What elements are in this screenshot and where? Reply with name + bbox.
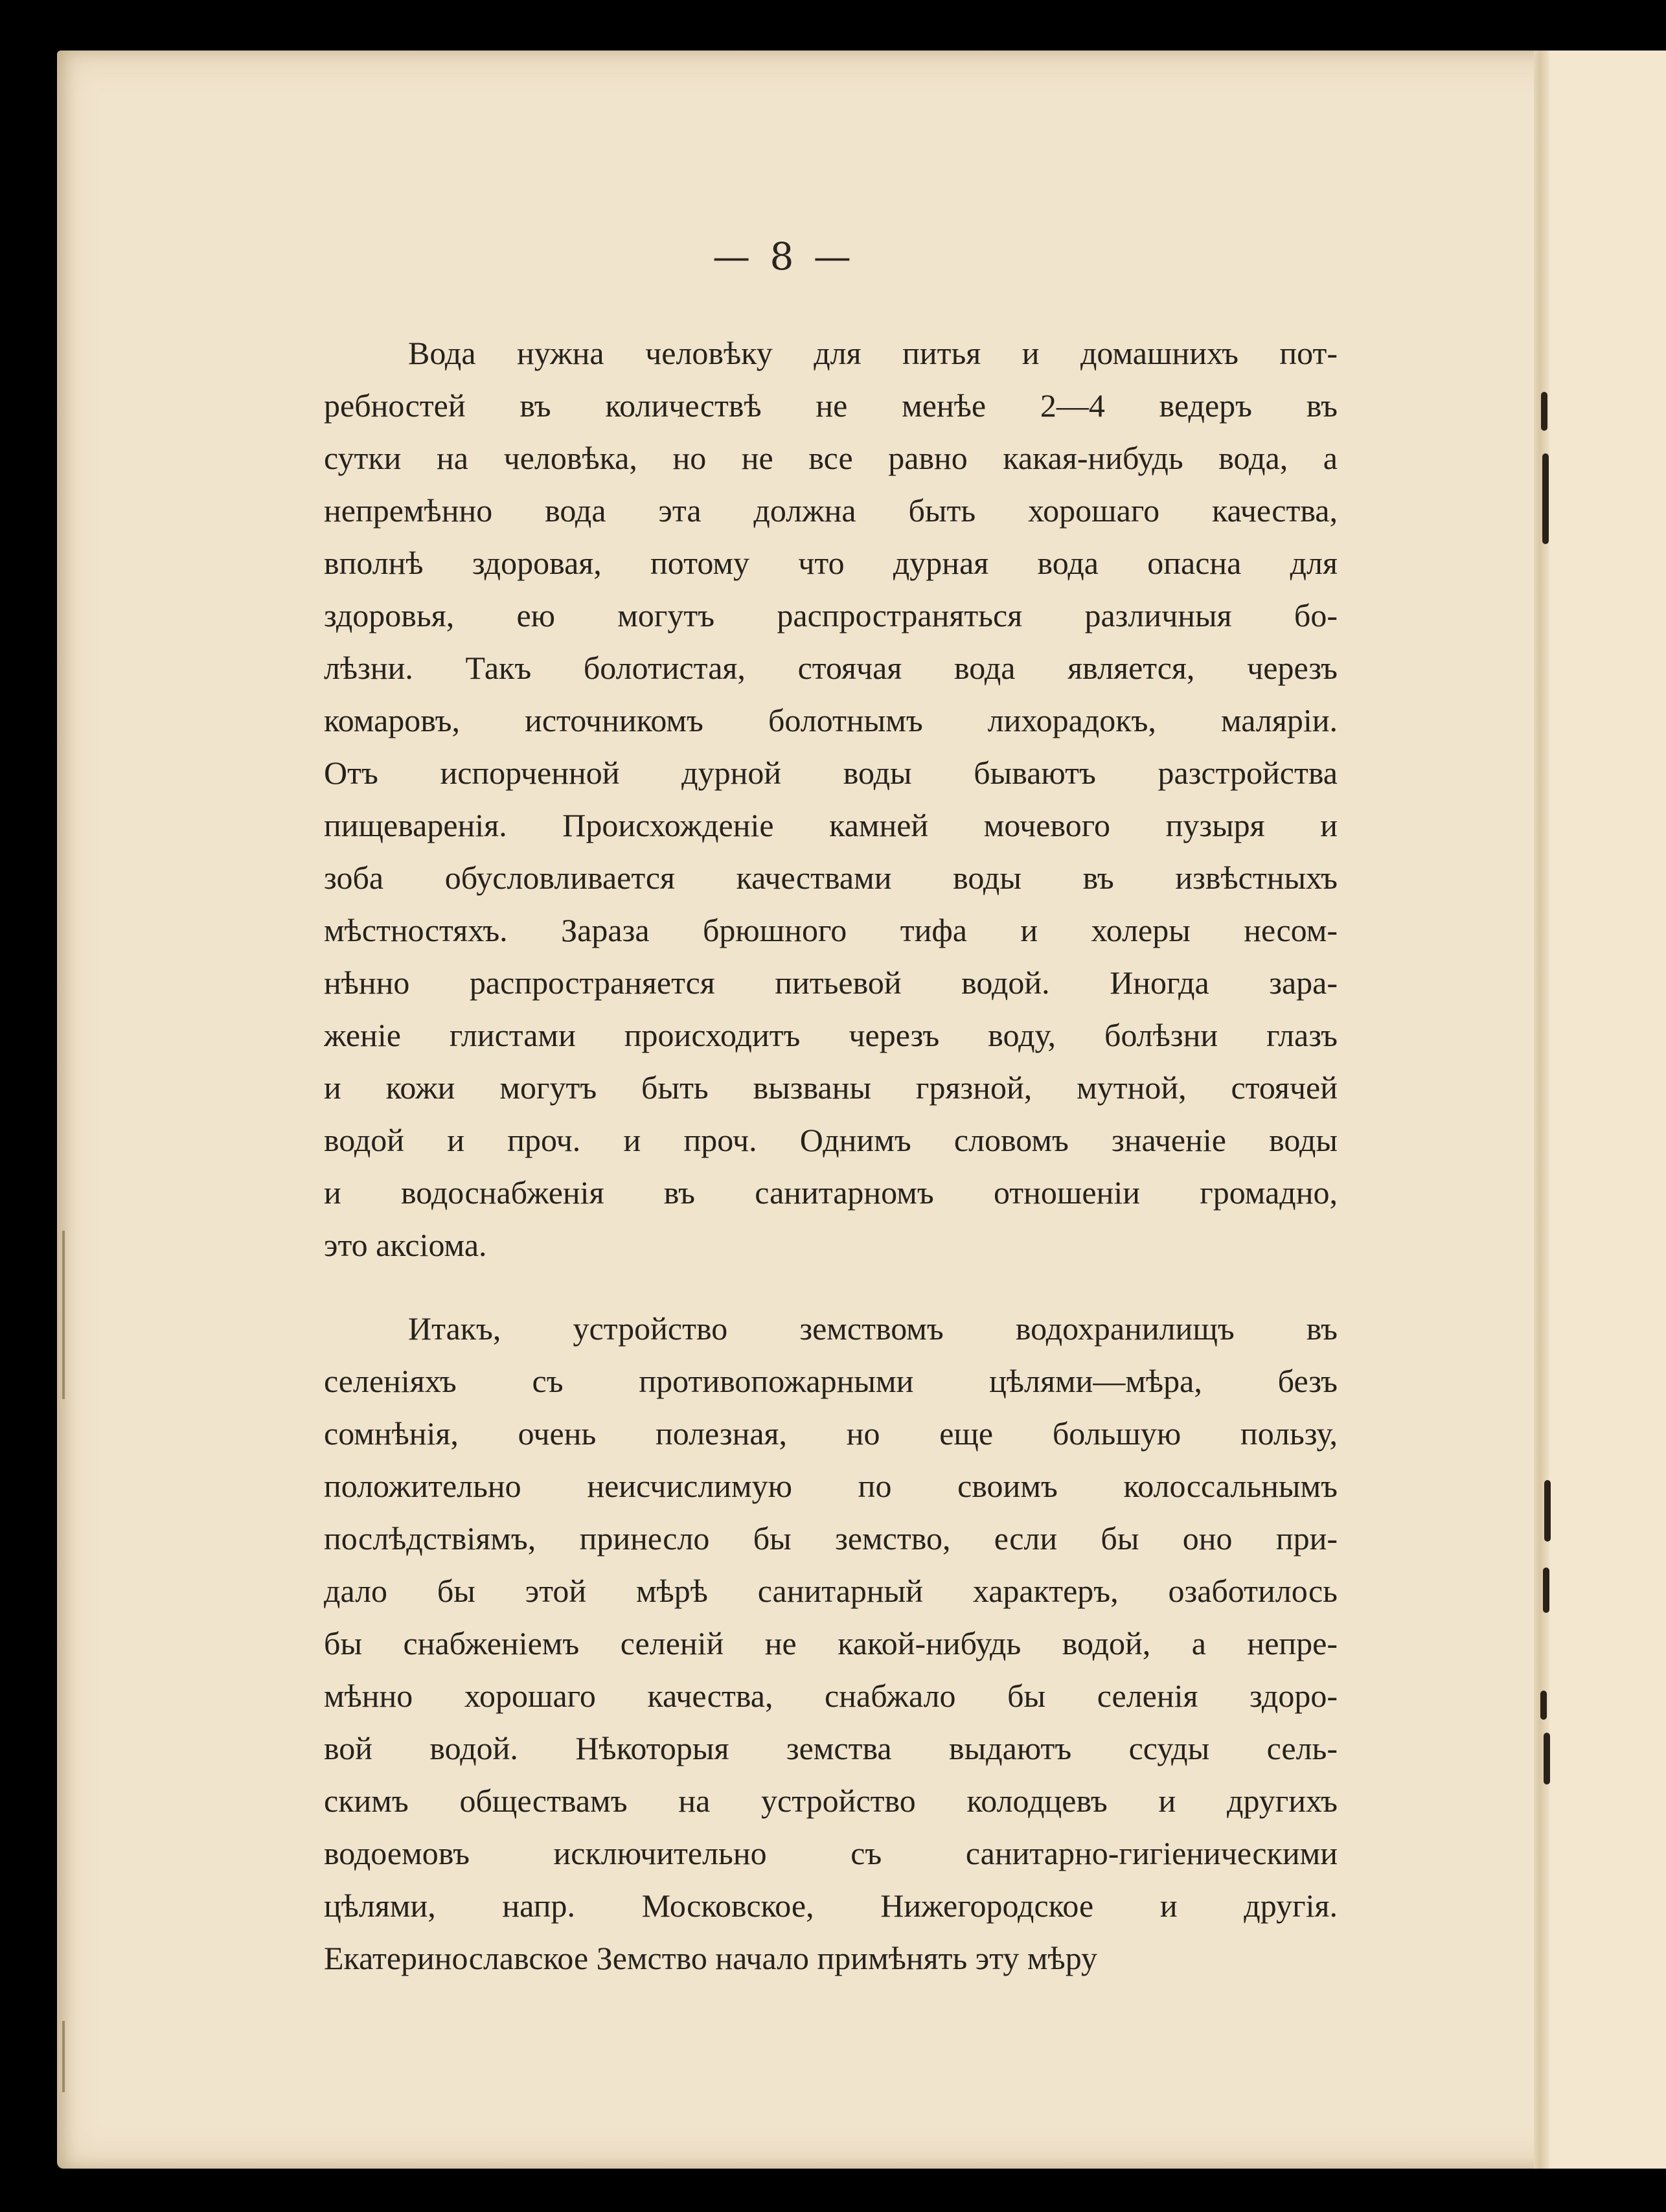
text-line: Екатеринославское Земство начало примѣнять эту мѣру [324, 1940, 1098, 1976]
text-line: селенiяхъ съ противопожарными цѣлями—мѣра, безъ [324, 1363, 1338, 1399]
text-line: сутки на человѣка, но не все равно какая-нибудь вода, а [324, 440, 1338, 476]
text-line: сомнѣнiя, очень полезная, но еще большую пользу, [324, 1415, 1338, 1452]
text-line: женiе глистами происходитъ черезъ воду, болѣзни глазъ [324, 1017, 1338, 1053]
text-line: нѣнно распространяется питьевой водой. Иногда зара- [324, 964, 1338, 1001]
text-line: Отъ испорченной дурной воды бываютъ разстройства [324, 755, 1338, 791]
text-line: скимъ обществамъ на устройство колодцевъ и другихъ [324, 1783, 1338, 1819]
text-line: дало бы этой мѣрѣ санитарный характеръ, озаботилось [324, 1573, 1338, 1609]
text-line: вполнѣ здоровая, потому что дурная вода опасна для [324, 545, 1338, 581]
text-line: послѣдствiямъ, принесло бы земство, если бы оно при- [324, 1520, 1338, 1556]
text-line: вой водой. Нѣкоторыя земства выдаютъ ссуды сель- [324, 1730, 1338, 1766]
paper-wear-mark [62, 2021, 65, 2092]
binding-stitch [1542, 453, 1549, 544]
text-line: комаровъ, источникомъ болотнымъ лихорадокъ, малярiи. [324, 702, 1338, 738]
text-line: здоровья, ею могутъ распространяться различныя бо- [324, 597, 1338, 633]
text-line: мѣнно хорошаго качества, снабжало бы селенiя здоро- [324, 1678, 1338, 1714]
page-body [324, 327, 1338, 2016]
text-line: пищеваренiя. Происхожденiе камней мочевого пузыря и [324, 807, 1338, 843]
binding-stitch [1543, 1568, 1549, 1613]
text-line: лѣзни. Такъ болотистая, стоячая вода является, черезъ [324, 650, 1338, 686]
paragraph [324, 327, 1338, 1271]
text-line: водой и проч. и проч. Однимъ словомъ значенiе воды [324, 1122, 1338, 1158]
text-line: Вода нужна человѣку для питья и домашнихъ пот- [408, 335, 1338, 371]
text-line: и водоснабженiя въ санитарномъ отношенiи громадно, [324, 1174, 1338, 1211]
binding-stitch [1540, 1691, 1547, 1720]
binding-stitch [1541, 392, 1547, 431]
text-line: это аксiома. [324, 1227, 487, 1263]
text-line: непремѣнно вода эта должна быть хорошаго качества, [324, 492, 1338, 529]
paragraph [324, 1303, 1338, 1985]
text-line: и кожи могутъ быть вызваны грязной, мутной, стоячей [324, 1069, 1338, 1106]
text-line: мѣстностяхъ. Зараза брюшного тифа и холеры несом- [324, 912, 1338, 948]
text-line: положительно неисчислимую по своимъ колоссальнымъ [324, 1468, 1338, 1504]
text-line: ребностей въ количествѣ не менѣе 2—4 ведеръ въ [324, 387, 1338, 424]
paper-wear-mark [62, 1231, 65, 1399]
binding-stitch [1544, 1733, 1550, 1784]
text-line: зоба обусловливается качествами воды въ извѣстныхъ [324, 860, 1338, 896]
text-line: водоемовъ исключительно съ санитарно-гигiеническими [324, 1835, 1338, 1871]
page-number: — 8 — [713, 234, 855, 279]
text-line: цѣлями, напр. Московское, Нижегородское и другiя. [324, 1887, 1338, 1924]
text-line: бы снабженiемъ селенiй не какой-нибудь водой, а непре- [324, 1625, 1338, 1661]
adjacent-page-edge [1549, 51, 1666, 2169]
page-gutter [1534, 51, 1549, 2169]
text-line: Итакъ, устройство земствомъ водохранилищъ въ [408, 1310, 1338, 1347]
binding-stitch [1544, 1480, 1551, 1542]
